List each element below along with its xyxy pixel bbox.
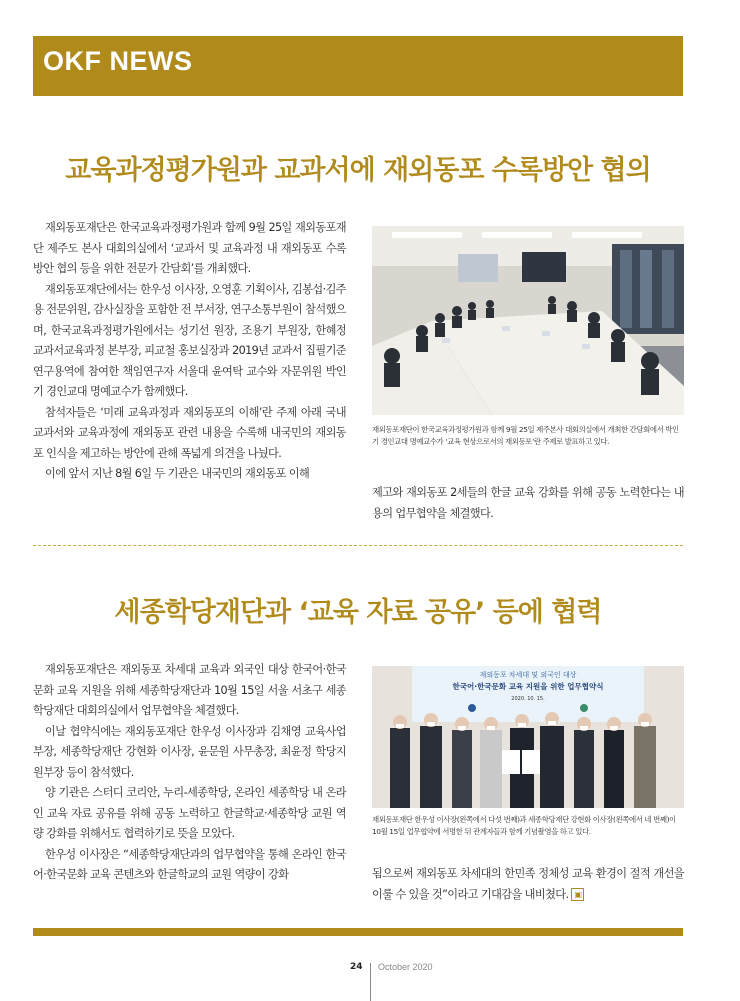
- article2-paragraph: 이날 협약식에는 재외동포재단 한우성 이사장과 김채영 교육사업부장, 세종학당재단 강현화 이사장, 윤문원 사무총장, 최윤정 학당지원부장 등이 참석했다.: [33, 724, 346, 779]
- article2-body-left: [33, 660, 346, 886]
- article2-headline: 세종학당재단과 ‘교육 자료 공유’ 등에 협력: [114, 597, 602, 628]
- page-number: 24: [350, 962, 363, 972]
- article2-paragraph: [372, 864, 684, 905]
- article1-photo-caption: 재외동포재단이 한국교육과정평가원과 함께 9월 25일 제주본사 대회의실에서 개최한 간담회에서 박인기 경인교대 명예교수가 ‘교육 현상으로서의 재외동포’란 주제로 발표하고 있다.: [372, 425, 679, 446]
- article1-paragraph: 제고와 재외동포 2세들의 한글 교육 강화를 위해 공동 노력한다는 내용의 업무협약을 체결했다.: [372, 486, 684, 520]
- article1-paragraph: 재외동포재단은 한국교육과정평가원과 함께 9월 25일 재외동포재단 제주도 본사 대회의실에서 ‘교과서 및 교육과정 내 재외동포 수록방안 협의 등을 위한 전문가 간담회’를 개최했다.: [33, 221, 346, 275]
- section-title: OKF NEWS: [43, 46, 193, 76]
- article1-body-left: [33, 218, 346, 485]
- article2-photo: [372, 666, 684, 808]
- article2-body-right: [372, 864, 684, 905]
- section-banner: [33, 36, 683, 96]
- banner-line1: 재외동포 차세대 및 외국인 대상: [479, 671, 577, 679]
- article2-paragraph: 재외동포재단은 재외동포 차세대 교육과 외국인 대상 한국어·한국문화 교육 지원을 위해 세종학당재단과 10월 15일 서울 서초구 세종학당재단 대회의실에서 업무협약을 체결했다.: [33, 663, 346, 717]
- article1-headline: 교육과정평가원과 교과서에 재외동포 수록방안 협의: [65, 155, 651, 186]
- article2-photo-caption: 재외동포재단 한우성 이사장(왼쪽에서 다섯 번째)과 세종학당재단 강현화 이사장(왼쪽에서 네 번째)이 10월 15일 업무협약에 서명한 뒤 관계자들과 함께 기념촬영을 하고 있다.: [372, 815, 676, 836]
- footer-divider: [370, 963, 371, 1001]
- issue-date: October 2020: [378, 962, 433, 972]
- article1-paragraph: 재외동포재단에서는 한우성 이사장, 오영훈 기획이사, 김봉섭·김주용 전문위원, 감사실장을 포함한 전 부서장, 연구소통부원이 참석했으며, 한국교육과정평가원에서는 성기선 원장, 조용기 부원장, 한혜정 교과서교육과정 본부장, 피교철 홍보실장과 2019년 교과서 집필기준 연구용역에 참여한 책임연구자 서울대 윤여탁 교수와 자문위원 박인기 경인교대 명예교수가 함께했다.: [33, 282, 346, 398]
- article1-body-right: [372, 483, 684, 524]
- article1-photo: [372, 226, 684, 415]
- banner-line2: 한국어·한국문화 교육 지원을 위한 업무협약식: [452, 682, 604, 691]
- article2-closing-text: 됨으로써 재외동포 차세대의 한민족 정체성 교육 환경이 절적 개선을 이룰 수 있을 것”이라고 기대감을 내비쳤다.: [372, 867, 684, 901]
- article-end-icon: ▣: [571, 888, 584, 901]
- bottom-rule: [33, 928, 683, 936]
- article1-paragraph: 이에 앞서 지난 8월 6일 두 기관은 내국민의 재외동포 이해: [45, 467, 310, 480]
- section-divider: [33, 545, 683, 546]
- article2-paragraph: 한우성 이사장은 “세종학당재단과의 업무협약을 통해 온라인 한국어·한국문화 교육 콘텐츠와 한글학교의 교원 역량이 강화: [33, 847, 346, 881]
- article1-paragraph: 참석자들은 ‘미래 교육과정과 재외동포의 이해’란 주제 아래 국내 교과서와 교육과정에 재외동포 관련 내용을 수록해 내국민의 재외동포 인식을 제고하는 방안에 관해 폭넓게 의견을 나눴다.: [33, 405, 346, 460]
- banner-date: 2020. 10. 15.: [511, 696, 545, 702]
- article2-paragraph: 양 기관은 스터디 코리안, 누리-세종학당, 온라인 세종학당 내 온라인 교육 자료 공유를 위해 공동 노력하고 한글학교·세종학당 교원 역량 강화를 위해서도 협력하기로 뜻을 모았다.: [33, 786, 346, 840]
